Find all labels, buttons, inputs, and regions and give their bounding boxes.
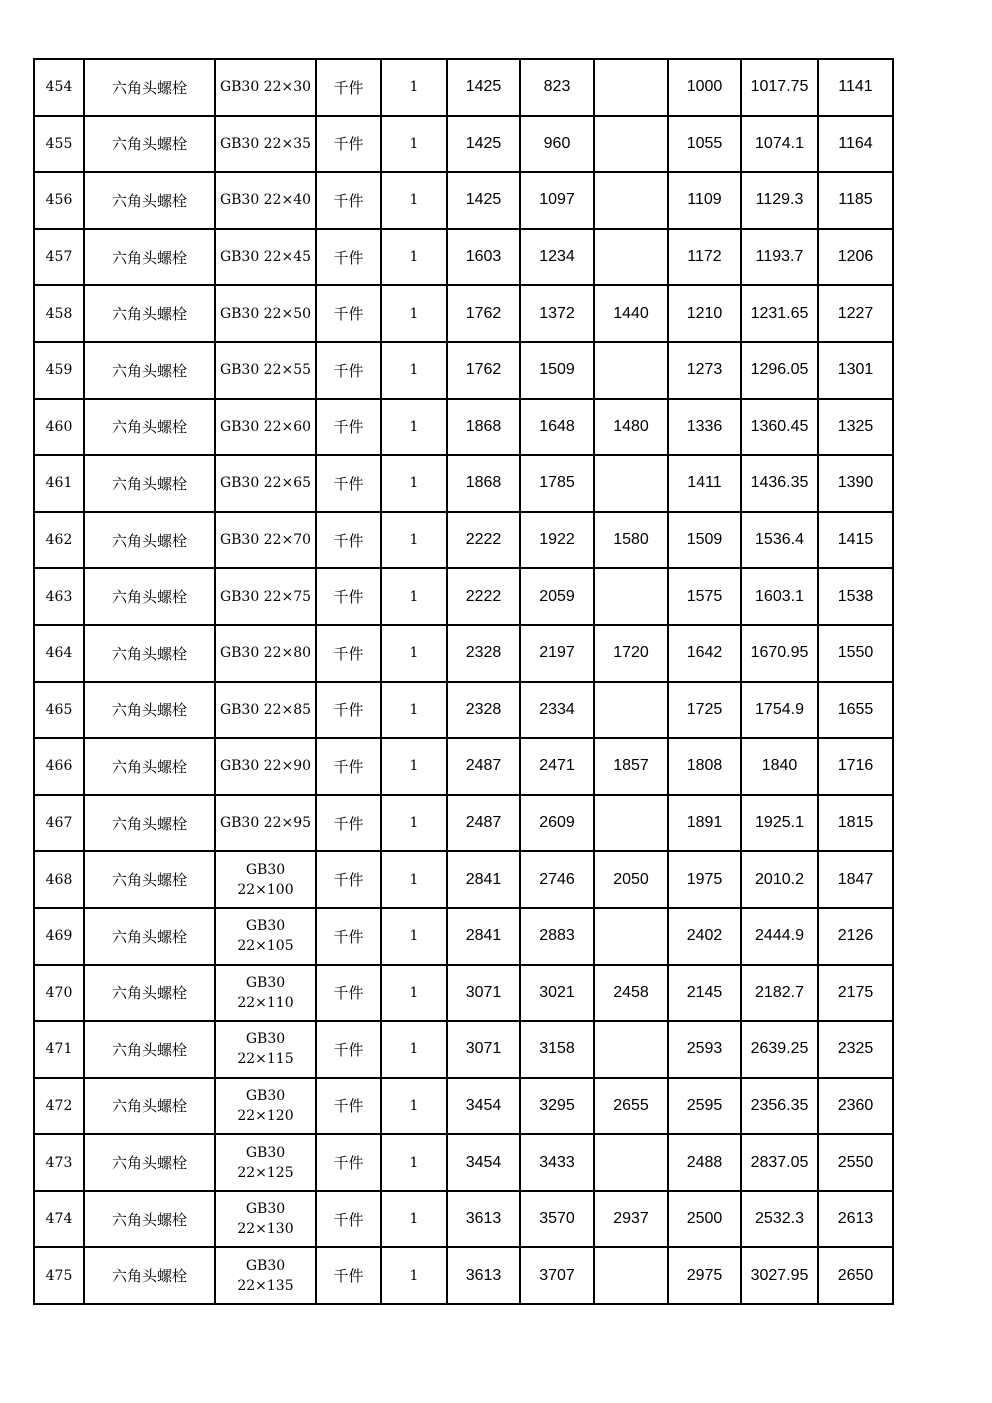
- quantity-cell: 1: [381, 1078, 447, 1135]
- spec-cell: [215, 342, 316, 399]
- unit-cell: 千件: [316, 342, 381, 399]
- price-col-6-cell: 1415: [818, 512, 893, 569]
- spec-line: 22×130: [237, 1221, 294, 1238]
- price-col-3-cell: [594, 795, 668, 852]
- price-col-2-cell: 3158: [520, 1021, 594, 1078]
- quantity-cell: 1: [381, 512, 447, 569]
- spec-line: GB30: [245, 1144, 286, 1161]
- price-col-1-cell: 1868: [447, 399, 520, 456]
- row-number-cell: 459: [34, 342, 84, 399]
- price-col-3-cell: [594, 1134, 668, 1191]
- price-col-5-cell: 1231.65: [741, 285, 818, 342]
- price-col-4-cell: 2593: [668, 1021, 741, 1078]
- spec-line: 22×115: [237, 1051, 294, 1068]
- price-col-6-cell: 1227: [818, 285, 893, 342]
- price-col-4-cell: 1642: [668, 625, 741, 682]
- price-col-6-cell: 1301: [818, 342, 893, 399]
- row-number-cell: 469: [34, 908, 84, 965]
- spec-line: 22×135: [237, 1277, 294, 1294]
- price-col-2-cell: 1372: [520, 285, 594, 342]
- product-name-cell: 六角头螺栓: [84, 59, 215, 116]
- row-number-cell: 461: [34, 455, 84, 512]
- spec-cell: [215, 568, 316, 625]
- price-col-5-cell: 1925.1: [741, 795, 818, 852]
- price-col-3-cell: 1580: [594, 512, 668, 569]
- product-name-cell: 六角头螺栓: [84, 1134, 215, 1191]
- price-col-1-cell: 1868: [447, 455, 520, 512]
- price-col-6-cell: 1550: [818, 625, 893, 682]
- spec-cell: [215, 738, 316, 795]
- price-col-4-cell: 1725: [668, 682, 741, 739]
- product-name-cell: 六角头螺栓: [84, 738, 215, 795]
- price-col-1-cell: 1762: [447, 342, 520, 399]
- price-col-3-cell: [594, 908, 668, 965]
- price-col-6-cell: 1164: [818, 116, 893, 173]
- price-col-2-cell: 960: [520, 116, 594, 173]
- quantity-cell: 1: [381, 399, 447, 456]
- spec-cell: [215, 795, 316, 852]
- quantity-cell: 1: [381, 851, 447, 908]
- spec-cell: [215, 1191, 316, 1248]
- price-col-2-cell: 1097: [520, 172, 594, 229]
- product-name-cell: 六角头螺栓: [84, 1021, 215, 1078]
- price-col-3-cell: 1480: [594, 399, 668, 456]
- price-col-2-cell: 2197: [520, 625, 594, 682]
- spec-cell: [215, 1078, 316, 1135]
- price-col-6-cell: 1206: [818, 229, 893, 286]
- quantity-cell: 1: [381, 172, 447, 229]
- spec-cell: [215, 59, 316, 116]
- price-col-1-cell: 3454: [447, 1134, 520, 1191]
- price-col-1-cell: 1603: [447, 229, 520, 286]
- unit-cell: 千件: [316, 285, 381, 342]
- price-col-5-cell: 1193.7: [741, 229, 818, 286]
- table-row: [34, 1134, 893, 1191]
- price-col-4-cell: 1000: [668, 59, 741, 116]
- product-name-cell: 六角头螺栓: [84, 172, 215, 229]
- price-col-1-cell: 1425: [447, 116, 520, 173]
- price-col-4-cell: 1273: [668, 342, 741, 399]
- spec-cell: [215, 399, 316, 456]
- spec-cell: [215, 512, 316, 569]
- row-number-cell: 465: [34, 682, 84, 739]
- spec-line: GB30 22×90: [219, 758, 312, 775]
- spec-line: GB30: [245, 918, 286, 935]
- price-col-1-cell: 2487: [447, 738, 520, 795]
- spec-line: GB30 22×50: [219, 305, 312, 322]
- spec-cell: [215, 851, 316, 908]
- row-number-cell: 454: [34, 59, 84, 116]
- price-col-5-cell: 1074.1: [741, 116, 818, 173]
- table-row: [34, 965, 893, 1022]
- product-name-cell: 六角头螺栓: [84, 399, 215, 456]
- spec-line: GB30 22×30: [219, 79, 312, 96]
- row-number-cell: 470: [34, 965, 84, 1022]
- price-col-6-cell: 1185: [818, 172, 893, 229]
- price-col-3-cell: 1720: [594, 625, 668, 682]
- spec-line: GB30 22×60: [219, 418, 312, 435]
- spec-line: GB30 22×70: [219, 532, 312, 549]
- price-col-6-cell: 2650: [818, 1247, 893, 1304]
- row-number-cell: 458: [34, 285, 84, 342]
- quantity-cell: 1: [381, 229, 447, 286]
- row-number-cell: 464: [34, 625, 84, 682]
- spec-line: GB30: [245, 1087, 286, 1104]
- price-col-2-cell: 2471: [520, 738, 594, 795]
- spec-cell: [215, 172, 316, 229]
- quantity-cell: 1: [381, 625, 447, 682]
- price-col-6-cell: 2613: [818, 1191, 893, 1248]
- price-col-1-cell: 3454: [447, 1078, 520, 1135]
- spec-cell: [215, 908, 316, 965]
- table-row: [34, 625, 893, 682]
- unit-cell: 千件: [316, 682, 381, 739]
- unit-cell: 千件: [316, 625, 381, 682]
- product-name-cell: 六角头螺栓: [84, 965, 215, 1022]
- unit-cell: 千件: [316, 795, 381, 852]
- row-number-cell: 457: [34, 229, 84, 286]
- table-body: [34, 59, 893, 1304]
- unit-cell: 千件: [316, 399, 381, 456]
- quantity-cell: 1: [381, 342, 447, 399]
- product-name-cell: 六角头螺栓: [84, 851, 215, 908]
- price-col-2-cell: 1234: [520, 229, 594, 286]
- price-col-5-cell: 2444.9: [741, 908, 818, 965]
- row-number-cell: 474: [34, 1191, 84, 1248]
- unit-cell: 千件: [316, 1247, 381, 1304]
- price-col-2-cell: 2059: [520, 568, 594, 625]
- price-col-1-cell: 3613: [447, 1247, 520, 1304]
- price-col-6-cell: 2126: [818, 908, 893, 965]
- unit-cell: 千件: [316, 1191, 381, 1248]
- price-col-5-cell: 1670.95: [741, 625, 818, 682]
- price-col-2-cell: 2746: [520, 851, 594, 908]
- spec-cell: [215, 682, 316, 739]
- quantity-cell: 1: [381, 908, 447, 965]
- price-col-1-cell: 3071: [447, 965, 520, 1022]
- price-col-3-cell: 2937: [594, 1191, 668, 1248]
- unit-cell: 千件: [316, 229, 381, 286]
- price-col-1-cell: 2487: [447, 795, 520, 852]
- price-col-6-cell: 1538: [818, 568, 893, 625]
- quantity-cell: 1: [381, 285, 447, 342]
- unit-cell: 千件: [316, 568, 381, 625]
- table-row: [34, 172, 893, 229]
- quantity-cell: 1: [381, 1191, 447, 1248]
- price-col-3-cell: [594, 455, 668, 512]
- spec-line: GB30 22×85: [219, 701, 312, 718]
- product-name-cell: 六角头螺栓: [84, 229, 215, 286]
- spec-line: GB30 22×55: [219, 362, 312, 379]
- spec-cell: [215, 1134, 316, 1191]
- price-col-6-cell: 1655: [818, 682, 893, 739]
- price-col-2-cell: 2883: [520, 908, 594, 965]
- price-col-6-cell: 1847: [818, 851, 893, 908]
- unit-cell: 千件: [316, 851, 381, 908]
- spec-cell: [215, 285, 316, 342]
- product-name-cell: 六角头螺栓: [84, 568, 215, 625]
- spec-line: GB30: [245, 1031, 286, 1048]
- price-col-4-cell: 1210: [668, 285, 741, 342]
- price-col-5-cell: 1603.1: [741, 568, 818, 625]
- price-col-5-cell: 2182.7: [741, 965, 818, 1022]
- price-col-5-cell: 1017.75: [741, 59, 818, 116]
- spec-line: GB30 22×35: [219, 135, 312, 152]
- price-col-2-cell: 3295: [520, 1078, 594, 1135]
- table-row: [34, 682, 893, 739]
- unit-cell: 千件: [316, 965, 381, 1022]
- product-name-cell: 六角头螺栓: [84, 116, 215, 173]
- table-row: [34, 399, 893, 456]
- price-col-3-cell: 2655: [594, 1078, 668, 1135]
- row-number-cell: 455: [34, 116, 84, 173]
- product-name-cell: 六角头螺栓: [84, 795, 215, 852]
- row-number-cell: 460: [34, 399, 84, 456]
- table-row: [34, 851, 893, 908]
- unit-cell: 千件: [316, 738, 381, 795]
- price-col-4-cell: 1411: [668, 455, 741, 512]
- price-col-2-cell: 3433: [520, 1134, 594, 1191]
- price-col-5-cell: 1360.45: [741, 399, 818, 456]
- price-col-4-cell: 1891: [668, 795, 741, 852]
- price-col-4-cell: 1509: [668, 512, 741, 569]
- price-col-4-cell: 1055: [668, 116, 741, 173]
- table-row: [34, 738, 893, 795]
- unit-cell: 千件: [316, 908, 381, 965]
- row-number-cell: 463: [34, 568, 84, 625]
- price-col-5-cell: 1754.9: [741, 682, 818, 739]
- price-col-3-cell: [594, 172, 668, 229]
- price-col-2-cell: 1922: [520, 512, 594, 569]
- price-col-3-cell: [594, 568, 668, 625]
- unit-cell: 千件: [316, 1078, 381, 1135]
- spec-line: GB30: [245, 1257, 286, 1274]
- price-col-4-cell: 2975: [668, 1247, 741, 1304]
- spec-line: GB30 22×95: [219, 815, 312, 832]
- spec-line: GB30 22×80: [219, 645, 312, 662]
- price-col-1-cell: 1425: [447, 59, 520, 116]
- price-col-4-cell: 1575: [668, 568, 741, 625]
- price-col-1-cell: 2222: [447, 568, 520, 625]
- price-col-5-cell: 1296.05: [741, 342, 818, 399]
- price-col-5-cell: 1129.3: [741, 172, 818, 229]
- price-col-6-cell: 2550: [818, 1134, 893, 1191]
- product-name-cell: 六角头螺栓: [84, 908, 215, 965]
- price-col-4-cell: 2488: [668, 1134, 741, 1191]
- quantity-cell: 1: [381, 59, 447, 116]
- table-row: [34, 59, 893, 116]
- table-row: [34, 116, 893, 173]
- product-name-cell: 六角头螺栓: [84, 342, 215, 399]
- unit-cell: 千件: [316, 455, 381, 512]
- price-col-5-cell: 2532.3: [741, 1191, 818, 1248]
- spec-line: GB30 22×75: [219, 588, 312, 605]
- price-col-3-cell: [594, 342, 668, 399]
- spec-cell: [215, 1021, 316, 1078]
- price-col-5-cell: 2837.05: [741, 1134, 818, 1191]
- spec-line: GB30: [245, 974, 286, 991]
- table-row: [34, 1021, 893, 1078]
- row-number-cell: 468: [34, 851, 84, 908]
- price-col-2-cell: 1509: [520, 342, 594, 399]
- unit-cell: 千件: [316, 59, 381, 116]
- price-col-4-cell: 1172: [668, 229, 741, 286]
- table-row: [34, 568, 893, 625]
- price-col-2-cell: 1648: [520, 399, 594, 456]
- table-row: [34, 1247, 893, 1304]
- table-row: [34, 455, 893, 512]
- price-col-5-cell: 1840: [741, 738, 818, 795]
- price-col-4-cell: 2500: [668, 1191, 741, 1248]
- price-col-3-cell: [594, 1247, 668, 1304]
- product-name-cell: 六角头螺栓: [84, 285, 215, 342]
- quantity-cell: 1: [381, 1021, 447, 1078]
- price-col-4-cell: 1109: [668, 172, 741, 229]
- spec-line: 22×125: [237, 1164, 294, 1181]
- spec-line: GB30 22×65: [219, 475, 312, 492]
- price-col-6-cell: 2325: [818, 1021, 893, 1078]
- price-col-4-cell: 1336: [668, 399, 741, 456]
- price-col-6-cell: 1390: [818, 455, 893, 512]
- price-col-1-cell: 2328: [447, 625, 520, 682]
- product-name-cell: 六角头螺栓: [84, 682, 215, 739]
- price-col-6-cell: 1325: [818, 399, 893, 456]
- spec-cell: [215, 625, 316, 682]
- unit-cell: 千件: [316, 172, 381, 229]
- price-col-3-cell: [594, 116, 668, 173]
- product-name-cell: 六角头螺栓: [84, 1078, 215, 1135]
- quantity-cell: 1: [381, 682, 447, 739]
- price-col-4-cell: 1975: [668, 851, 741, 908]
- spec-line: GB30 22×40: [219, 192, 312, 209]
- price-col-1-cell: 2841: [447, 851, 520, 908]
- price-col-6-cell: 2360: [818, 1078, 893, 1135]
- spec-cell: [215, 455, 316, 512]
- table-row: [34, 342, 893, 399]
- row-number-cell: 462: [34, 512, 84, 569]
- table-row: [34, 908, 893, 965]
- price-col-5-cell: 2639.25: [741, 1021, 818, 1078]
- row-number-cell: 471: [34, 1021, 84, 1078]
- product-name-cell: 六角头螺栓: [84, 455, 215, 512]
- quantity-cell: 1: [381, 795, 447, 852]
- price-col-6-cell: 2175: [818, 965, 893, 1022]
- price-col-3-cell: 1440: [594, 285, 668, 342]
- price-col-3-cell: [594, 1021, 668, 1078]
- quantity-cell: 1: [381, 455, 447, 512]
- quantity-cell: 1: [381, 965, 447, 1022]
- spec-line: GB30: [245, 861, 286, 878]
- price-col-1-cell: 3071: [447, 1021, 520, 1078]
- price-col-2-cell: 1785: [520, 455, 594, 512]
- price-col-2-cell: 3021: [520, 965, 594, 1022]
- quantity-cell: 1: [381, 568, 447, 625]
- product-name-cell: 六角头螺栓: [84, 512, 215, 569]
- spec-line: 22×110: [237, 994, 294, 1011]
- table-row: [34, 285, 893, 342]
- price-col-2-cell: 2334: [520, 682, 594, 739]
- price-col-2-cell: 2609: [520, 795, 594, 852]
- price-col-5-cell: 1436.35: [741, 455, 818, 512]
- price-col-3-cell: [594, 229, 668, 286]
- price-col-1-cell: 1762: [447, 285, 520, 342]
- row-number-cell: 456: [34, 172, 84, 229]
- spec-line: GB30: [245, 1201, 286, 1218]
- table-row: [34, 1191, 893, 1248]
- quantity-cell: 1: [381, 738, 447, 795]
- price-col-6-cell: 1141: [818, 59, 893, 116]
- price-table: [33, 58, 894, 1305]
- price-col-1-cell: 2841: [447, 908, 520, 965]
- price-col-1-cell: 2222: [447, 512, 520, 569]
- price-col-6-cell: 1716: [818, 738, 893, 795]
- product-name-cell: 六角头螺栓: [84, 625, 215, 682]
- unit-cell: 千件: [316, 116, 381, 173]
- product-name-cell: 六角头螺栓: [84, 1247, 215, 1304]
- price-col-2-cell: 3707: [520, 1247, 594, 1304]
- quantity-cell: 1: [381, 1247, 447, 1304]
- spec-cell: [215, 229, 316, 286]
- row-number-cell: 473: [34, 1134, 84, 1191]
- price-col-4-cell: 1808: [668, 738, 741, 795]
- table-row: [34, 512, 893, 569]
- unit-cell: 千件: [316, 1134, 381, 1191]
- price-col-5-cell: 2010.2: [741, 851, 818, 908]
- price-col-1-cell: 3613: [447, 1191, 520, 1248]
- spec-line: 22×100: [237, 881, 294, 898]
- price-col-5-cell: 2356.35: [741, 1078, 818, 1135]
- unit-cell: 千件: [316, 512, 381, 569]
- quantity-cell: 1: [381, 1134, 447, 1191]
- row-number-cell: 475: [34, 1247, 84, 1304]
- price-col-3-cell: 2050: [594, 851, 668, 908]
- unit-cell: 千件: [316, 1021, 381, 1078]
- table-row: [34, 795, 893, 852]
- spec-cell: [215, 1247, 316, 1304]
- price-col-4-cell: 2595: [668, 1078, 741, 1135]
- price-col-3-cell: [594, 59, 668, 116]
- spec-line: GB30 22×45: [219, 249, 312, 266]
- price-col-1-cell: 1425: [447, 172, 520, 229]
- price-col-3-cell: 1857: [594, 738, 668, 795]
- price-col-3-cell: 2458: [594, 965, 668, 1022]
- row-number-cell: 467: [34, 795, 84, 852]
- row-number-cell: 466: [34, 738, 84, 795]
- spec-line: 22×105: [237, 938, 294, 955]
- spec-cell: [215, 116, 316, 173]
- table-row: [34, 1078, 893, 1135]
- price-col-2-cell: 823: [520, 59, 594, 116]
- table-row: [34, 229, 893, 286]
- price-col-2-cell: 3570: [520, 1191, 594, 1248]
- quantity-cell: 1: [381, 116, 447, 173]
- price-col-4-cell: 2402: [668, 908, 741, 965]
- spec-line: 22×120: [237, 1107, 294, 1124]
- row-number-cell: 472: [34, 1078, 84, 1135]
- spec-cell: [215, 965, 316, 1022]
- product-name-cell: 六角头螺栓: [84, 1191, 215, 1248]
- price-col-5-cell: 3027.95: [741, 1247, 818, 1304]
- price-col-6-cell: 1815: [818, 795, 893, 852]
- price-col-3-cell: [594, 682, 668, 739]
- price-col-4-cell: 2145: [668, 965, 741, 1022]
- price-col-5-cell: 1536.4: [741, 512, 818, 569]
- price-col-1-cell: 2328: [447, 682, 520, 739]
